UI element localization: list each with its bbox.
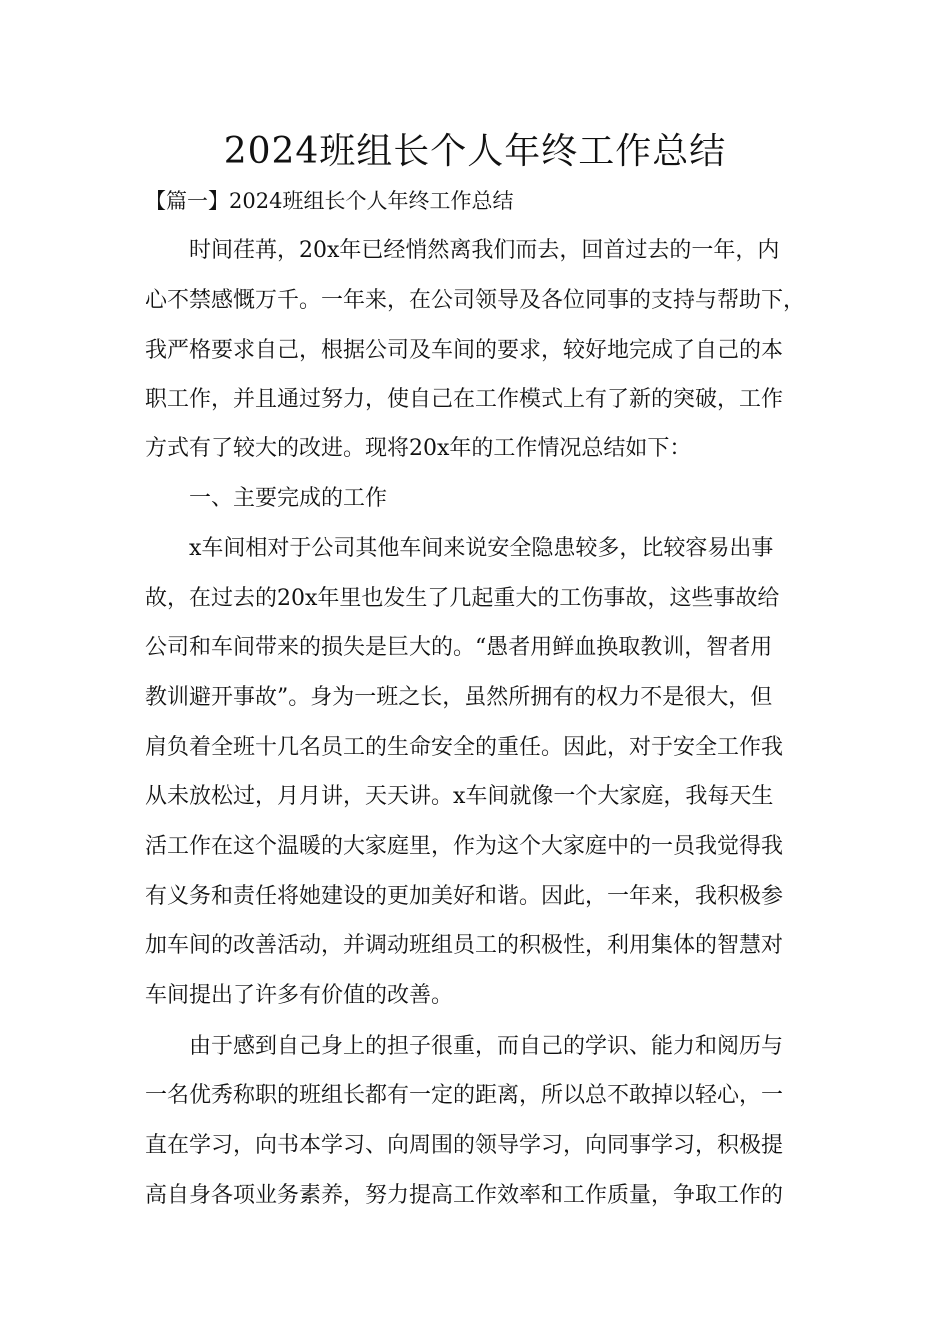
body-line: 由于感到自己身上的担子很重，而自己的学识、能力和阅历与	[145, 1034, 784, 1059]
body-line: 心不禁感慨万千。一年来，在公司领导及各位同事的支持与帮助下，	[145, 288, 806, 313]
body-line: 教训避开事故”。身为一班之长，虽然所拥有的权力不是很大，但	[145, 685, 773, 710]
body-line: 从未放松过，月月讲，天天讲。x车间就像一个大家庭，我每天生	[145, 784, 774, 809]
body-line: 高自身各项业务素养，努力提高工作效率和工作质量，争取工作的	[145, 1183, 784, 1208]
body-line: 一名优秀称职的班组长都有一定的距离，所以总不敢掉以轻心，一	[145, 1083, 784, 1108]
body-line: 一、主要完成的工作	[145, 486, 388, 511]
body-line: x车间相对于公司其他车间来说安全隐患较多，比较容易出事	[145, 536, 774, 561]
document-title: 2024班组长个人年终工作总结	[223, 131, 727, 172]
body-line: 职工作，并且通过努力，使自己在工作模式上有了新的突破，工作	[145, 387, 784, 412]
body-line: 直在学习，向书本学习、向周围的领导学习，向同事学习，积极提	[145, 1133, 784, 1158]
body-line: 方式有了较大的改进。现将20x年的工作情况总结如下：	[145, 436, 692, 461]
body-line: 公司和车间带来的损失是巨大的。“愚者用鲜血换取教训，智者用	[145, 635, 773, 660]
section-heading: 【篇一】2024班组长个人年终工作总结	[145, 189, 514, 213]
body-line: 肩负着全班十几名员工的生命安全的重任。因此，对于安全工作我	[145, 735, 784, 760]
body-line: 加车间的改善活动，并调动班组员工的积极性，利用集体的智慧对	[145, 933, 784, 958]
body-line: 车间提出了许多有价值的改善。	[145, 983, 454, 1008]
body-line: 有义务和责任将她建设的更加美好和谐。因此，一年来，我积极参	[145, 884, 784, 909]
body-line: 故，在过去的20x年里也发生了几起重大的工伤事故，这些事故给	[145, 586, 780, 611]
body-line: 我严格要求自己，根据公司及车间的要求，较好地完成了自己的本	[145, 338, 784, 363]
body-line: 时间荏苒，20x年已经悄然离我们而去，回首过去的一年，内	[145, 238, 780, 263]
body-line: 活工作在这个温暖的大家庭里，作为这个大家庭中的一员我觉得我	[145, 834, 784, 859]
